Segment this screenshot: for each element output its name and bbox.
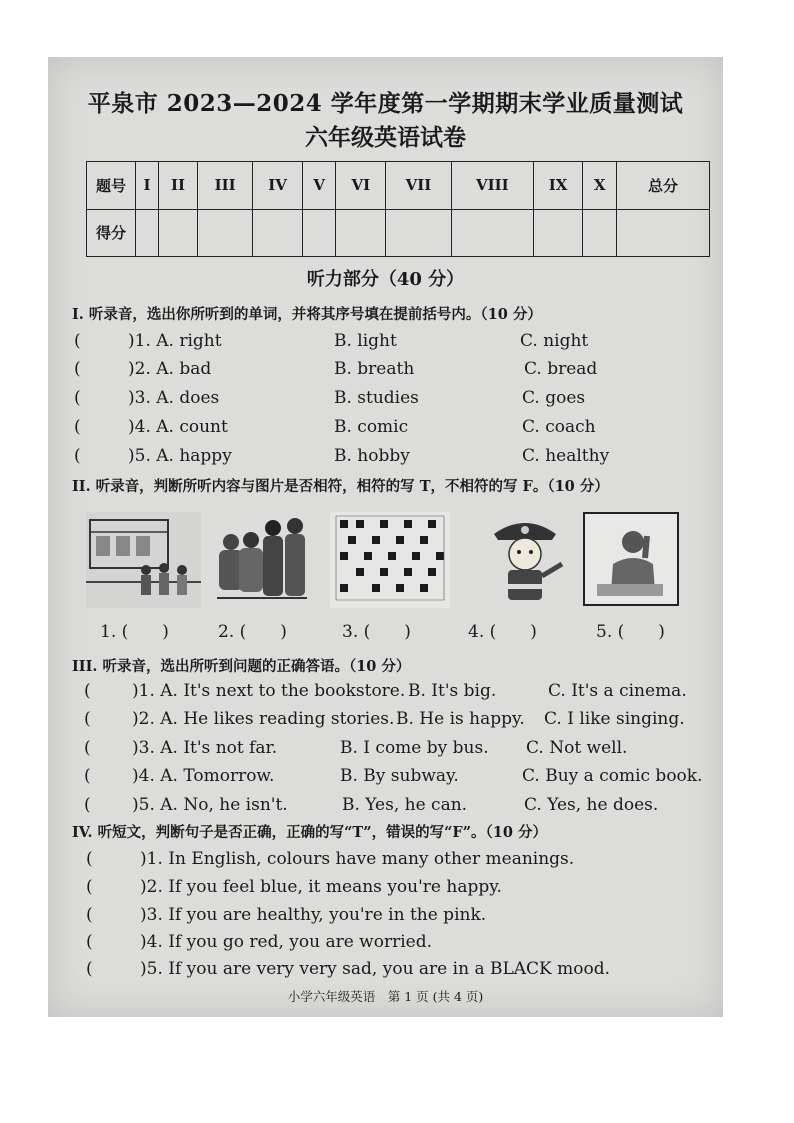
option-c: C. goes [522,388,586,408]
picture-answer[interactable]: 1. ( ) [100,622,169,642]
score-col: VI [336,162,386,210]
boy-thinking-picture [583,512,679,608]
option-a: )1. A. It's next to the bookstore. [132,681,406,701]
option-b: B. It's big. [408,681,497,701]
option-c: C. bread [524,359,598,379]
section4-item [70,932,710,958]
section3-item [70,738,710,764]
score-cell [451,209,533,257]
score-col: VIII [451,162,533,210]
section3-item [70,681,710,707]
option-b: B. comic [334,417,409,437]
score-table [86,161,710,257]
option-b: B. breath [334,359,415,379]
option-b: B. hobby [334,446,410,466]
score-table-score-row [87,209,710,257]
option-c: C. night [520,331,589,351]
section3-item [70,709,710,735]
statement-text: )3. If you are healthy, you're in the pink. [140,905,487,925]
section1-item [70,417,710,443]
score-cell [198,209,253,257]
option-c: C. Buy a comic book. [522,766,703,786]
score-table-row-label: 题号 [87,162,136,210]
answer-paren[interactable]: ( [84,709,91,729]
exam-page [48,57,723,1017]
picture-answer[interactable]: 5. ( ) [596,622,665,642]
train-station-picture [86,512,201,608]
picture-answer[interactable]: 3. ( ) [342,622,411,642]
option-b: B. He is happy. [396,709,525,729]
section1-item [70,331,710,357]
score-cell [336,209,386,257]
answer-paren[interactable]: ( [74,446,81,466]
option-a: )5. A. No, he isn't. [132,795,288,815]
answer-paren[interactable]: ( [74,331,81,351]
answer-paren[interactable]: ( [86,849,93,869]
answer-paren[interactable]: ( [86,932,93,952]
answer-paren[interactable]: ( [74,359,81,379]
option-c: C. Not well. [526,738,628,758]
option-a: )2. A. bad [128,359,212,379]
section3-item [70,795,710,821]
listening-section-title: 听力部分（40 分） [306,269,465,290]
page-footer: 小学六年级英语 第 1 页 (共 4 页) [287,989,484,1004]
answer-paren[interactable]: ( [84,738,91,758]
score-col: III [198,162,253,210]
score-table-row-label: 得分 [87,209,136,257]
family-picture [211,512,311,608]
statement-text: )2. If you feel blue, it means you're happy. [140,877,502,897]
picture-row [86,512,686,612]
score-cell [386,209,452,257]
option-c: C. Yes, he does. [524,795,659,815]
answer-paren[interactable]: ( [86,905,93,925]
section4-item [70,849,710,875]
statement-text: )4. If you go red, you are worried. [140,932,432,952]
option-a: )4. A. Tomorrow. [132,766,275,786]
answer-paren[interactable]: ( [86,959,93,979]
answer-paren[interactable]: ( [84,681,91,701]
option-a: )5. A. happy [128,446,232,466]
picture-answer-labels [96,617,696,643]
answer-paren[interactable]: ( [74,388,81,408]
score-cell [159,209,198,257]
option-c: C. healthy [522,446,610,466]
score-cell [533,209,583,257]
score-col-total: 总分 [617,162,710,210]
score-cell [583,209,617,257]
option-c: C. It's a cinema. [548,681,687,701]
score-col: IX [533,162,583,210]
score-col: II [159,162,198,210]
section4-item [70,959,710,985]
crossword-picture [330,512,450,608]
picture-answer[interactable]: 2. ( ) [218,622,287,642]
option-c: C. I like singing. [544,709,685,729]
section1-item [70,446,710,472]
answer-paren[interactable]: ( [74,417,81,437]
score-cell [617,209,710,257]
option-b: B. By subway. [340,766,459,786]
exam-subtitle: 六年级英语试卷 [305,124,466,151]
section1-heading: I. 听录音，选出你所听到的单词，并将其序号填在提前括号内。（10 分） [72,306,542,323]
section1-item [70,388,710,414]
score-cell [136,209,159,257]
score-cell [253,209,303,257]
section3-item [70,766,710,792]
score-col: VII [386,162,452,210]
section4-item [70,877,710,903]
option-b: B. Yes, he can. [342,795,468,815]
option-a: )1. A. right [128,331,222,351]
exam-title: 平泉市 2023—2024 学年度第一学期期末学业质量测试 [87,90,684,117]
option-b: B. studies [334,388,419,408]
picture-answer[interactable]: 4. ( ) [468,622,537,642]
section4-item [70,905,710,931]
option-a: )3. A. does [128,388,220,408]
statement-text: )5. If you are very very sad, you are in a BLACK mood. [140,959,611,979]
answer-paren[interactable]: ( [84,766,91,786]
section2-heading: II. 听录音，判断所听内容与图片是否相符，相符的写 T，不相符的写 F。（10 分） [72,478,609,495]
score-col: X [583,162,617,210]
answer-paren[interactable]: ( [84,795,91,815]
score-col: IV [253,162,303,210]
section4-heading: IV. 听短文，判断句子是否正确，正确的写“T”，错误的写“F”。（10 分） [72,824,548,841]
answer-paren[interactable]: ( [86,877,93,897]
option-c: C. coach [522,417,596,437]
option-a: )4. A. count [128,417,228,437]
statement-text: )1. In English, colours have many other meanings. [140,849,575,869]
option-a: )2. A. He likes reading stories. [132,709,395,729]
score-table-header-row [87,162,710,210]
section1-item [70,359,710,385]
option-b: B. light [334,331,397,351]
option-a: )3. A. It's not far. [132,738,278,758]
option-b: B. I come by bus. [340,738,489,758]
section3-heading: III. 听录音，选出所听到问题的正确答语。（10 分） [72,658,411,675]
police-officer-picture [480,512,570,608]
score-cell [302,209,336,257]
score-col: V [302,162,336,210]
score-col: I [136,162,159,210]
